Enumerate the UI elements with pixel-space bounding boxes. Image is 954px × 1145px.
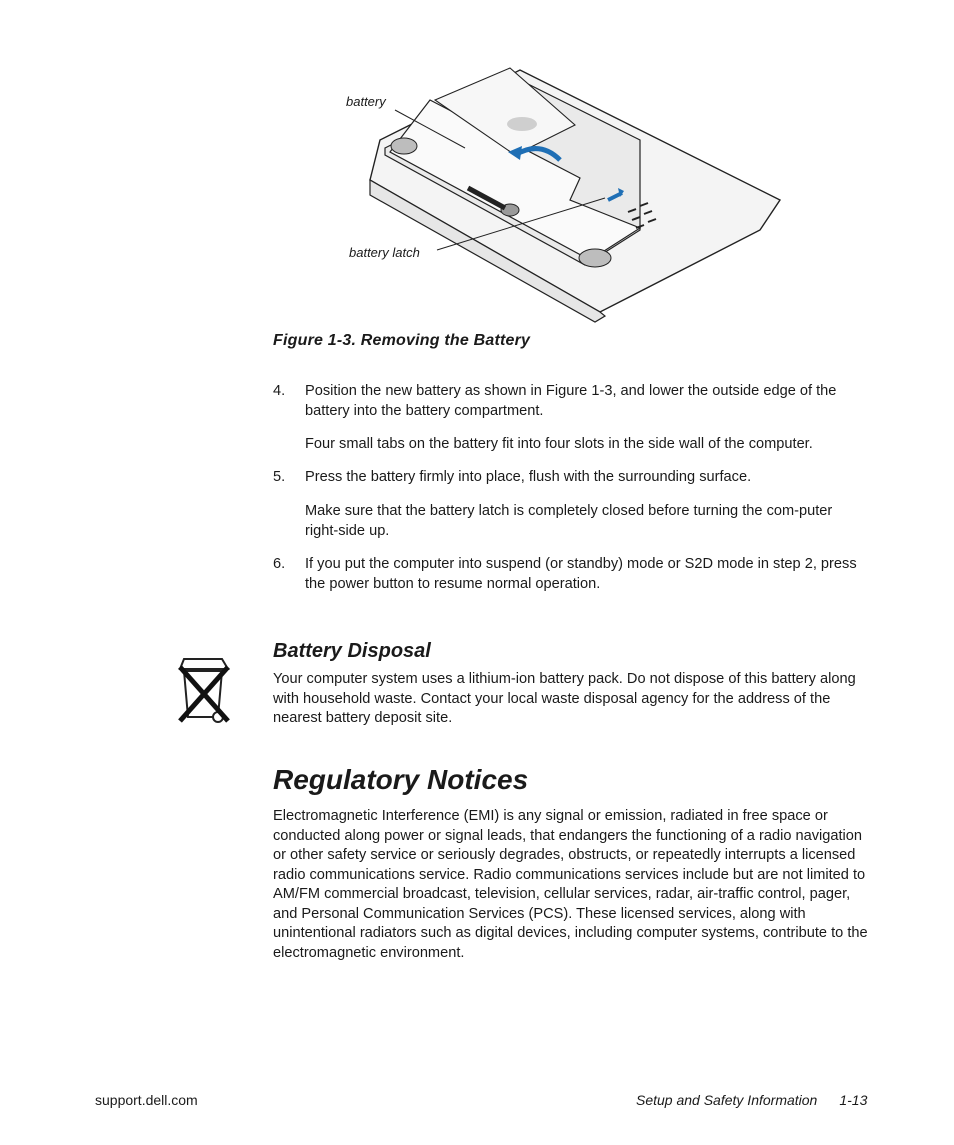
step-number: 4. — [273, 383, 286, 399]
step-item — [273, 555, 873, 594]
crossed-out-wheelie-bin-icon — [178, 655, 236, 725]
laptop-battery-illustration — [340, 60, 790, 330]
step-item — [273, 468, 873, 488]
step-number: 5. — [273, 469, 286, 485]
battery-latch-callout-label: battery latch — [349, 245, 420, 260]
footer-website: support.dell.com — [95, 1092, 198, 1108]
regulatory-notices-heading: Regulatory Notices — [273, 764, 529, 795]
regulatory-notices-text: Electromagnetic Interference (EMI) is any signal or emission, radiated in free space or conducted along power or signal leads, that endangers the functioning of a radio navigation or other safety service or seriously degrades, obstructs, or repeatedly interrupts a licensed radio communications service. Radio communications services include but are not limited to AM/FM commercial broadcast, television, cellular services, radar, air-traffic control, pager, and Personal Communication Services (PCS). These licensed services, along with unintentional radiators such as digital devices, including computer systems, contribute to the electromagnetic environment. — [273, 808, 868, 961]
footer-section-title: Setup and Safety Information — [636, 1092, 818, 1108]
step-text: If you put the computer into suspend (or standby) mode or S2D mode in step 2, press the power button to resume normal operation. — [305, 556, 857, 592]
battery-removal-figure — [340, 60, 790, 330]
figure-caption: Figure 1-3. Removing the Battery — [273, 332, 531, 349]
step-item — [273, 382, 873, 421]
battery-disposal-text: Your computer system uses a lithium-ion battery pack. Do not dispose of this battery along with household waste. Contact your local waste disposal agency for the address of the nearest battery deposit site. — [273, 671, 856, 726]
step-note: Make sure that the battery latch is completely closed before turning the com-puter right-side up. — [305, 503, 833, 539]
step-number: 6. — [273, 556, 286, 572]
battery-disposal-heading: Battery Disposal — [273, 640, 431, 662]
battery-callout-label: battery — [346, 94, 386, 109]
step-text: Position the new battery as shown in Figure 1-3, and lower the outside edge of the battery into the battery compartment. — [305, 383, 837, 419]
step-note: Four small tabs on the battery fit into four slots in the side wall of the computer. — [305, 436, 813, 452]
footer-page-number: 1-13 — [839, 1092, 868, 1108]
footer-section — [636, 1092, 867, 1108]
step-text: Press the battery firmly into place, flush with the surrounding surface. — [305, 469, 752, 485]
